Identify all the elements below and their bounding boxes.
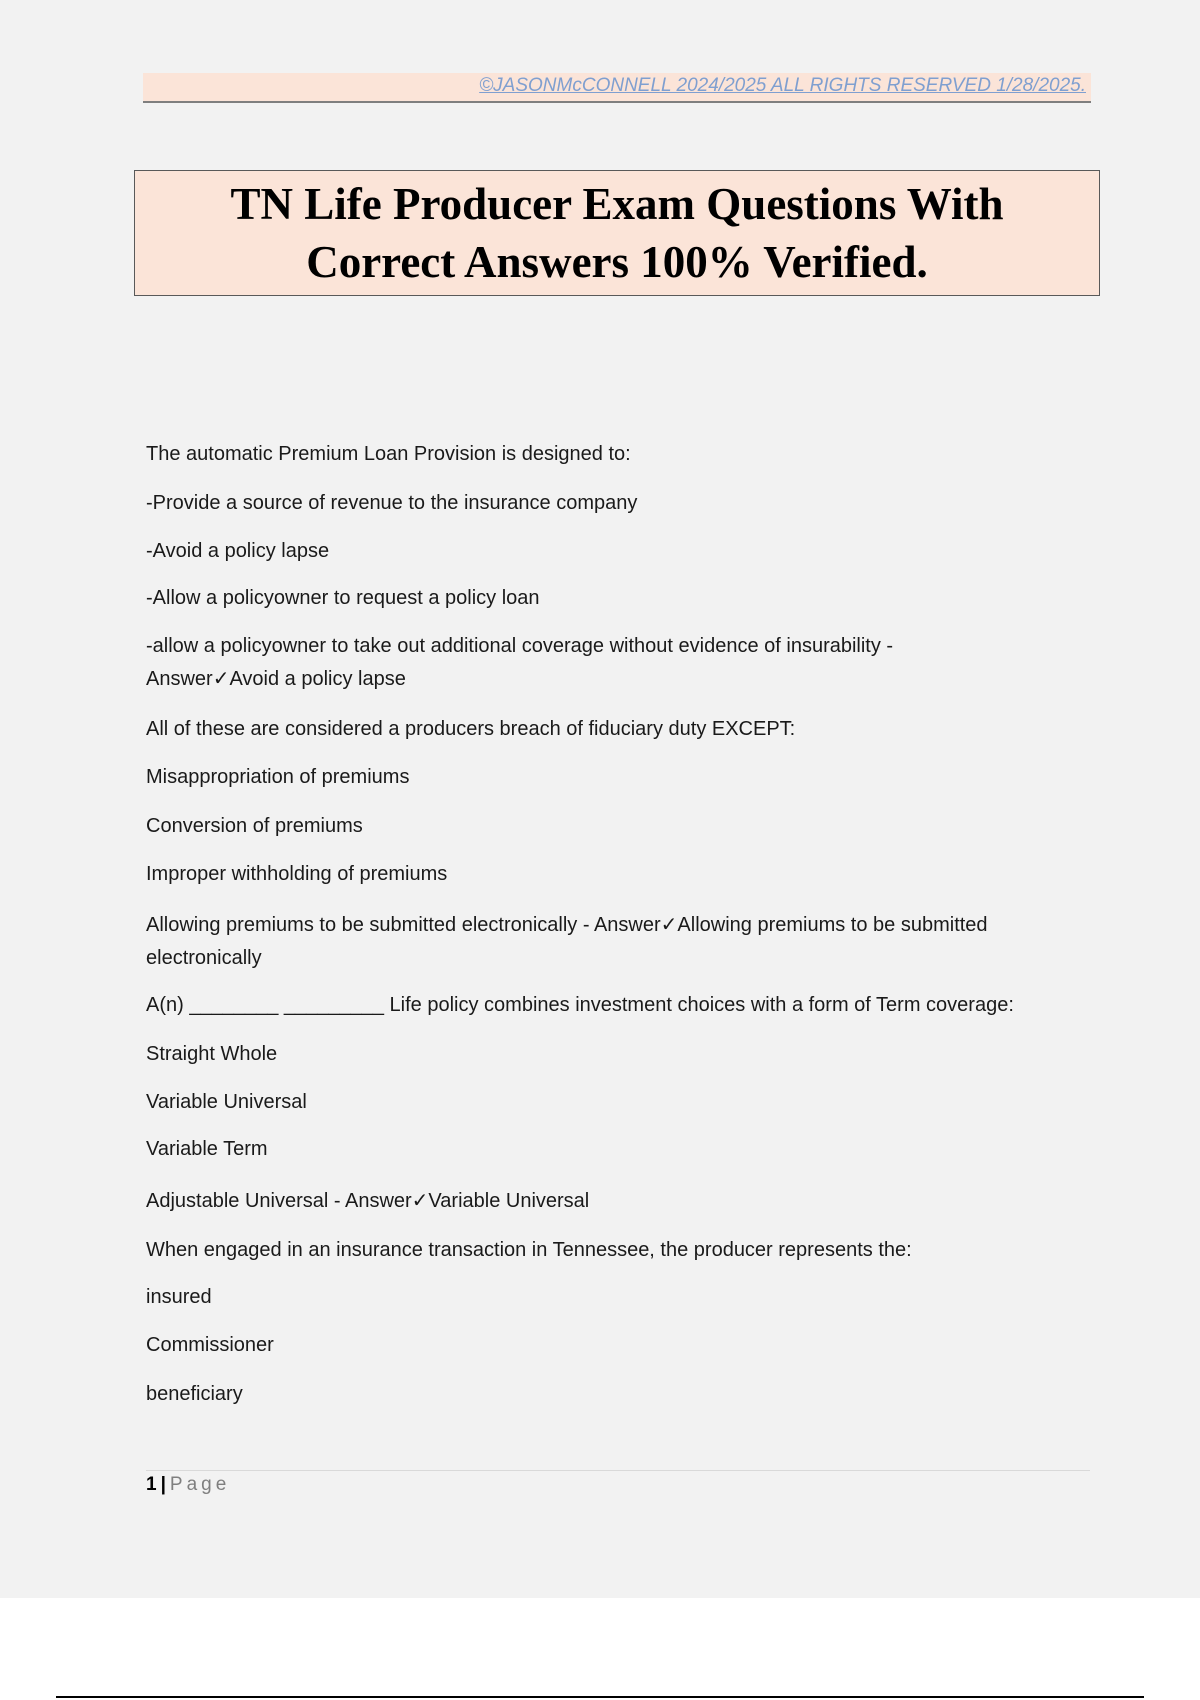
answer-option: Misappropriation of premiums	[146, 766, 410, 788]
answer-option: Commissioner	[146, 1334, 274, 1356]
answer-option-with-answer: Allowing premiums to be submitted electronically - Answer✓Allowing premiums to be submitted electronically	[146, 914, 988, 969]
answer-option: insured	[146, 1286, 212, 1308]
title-line-1: TN Life Producer Exam Questions With	[230, 179, 1004, 229]
answer-option-with-answer: -allow a policyowner to take out additional coverage without evidence of insurability - Answer✓Avoid a policy lapse	[146, 635, 894, 690]
question-text: When engaged in an insurance transaction in Tennessee, the producer represents the:	[146, 1239, 912, 1261]
document-title	[231, 175, 1004, 291]
answer-option: -Provide a source of revenue to the insurance company	[146, 492, 638, 514]
page-footer	[146, 1474, 230, 1496]
page-number: 1	[146, 1474, 157, 1495]
question-text: All of these are considered a producers breach of fiduciary duty EXCEPT:	[146, 718, 796, 740]
title-box	[134, 170, 1100, 296]
answer-option: Straight Whole	[146, 1043, 278, 1065]
answer-option: Variable Universal	[146, 1091, 307, 1113]
title-line-2: Correct Answers 100% Verified.	[306, 237, 928, 287]
answer-option: Conversion of premiums	[146, 815, 363, 837]
answer-option: Variable Term	[146, 1138, 268, 1160]
bottom-divider	[56, 1696, 1144, 1698]
answer-option-with-answer: Adjustable Universal - Answer✓Variable Universal	[146, 1190, 590, 1212]
answer-option: -Avoid a policy lapse	[146, 540, 330, 562]
copyright-notice: ©JASONMcCONNELL 2024/2025 ALL RIGHTS RESERVED 1/28/2025.	[479, 75, 1086, 96]
answer-option: Improper withholding of premiums	[146, 863, 448, 885]
footer-divider	[146, 1470, 1090, 1471]
answer-option: -Allow a policyowner to request a policy loan	[146, 587, 540, 609]
question-text: A(n) ________ _________ Life policy combines investment choices with a form of Term coverage:	[146, 994, 1014, 1016]
page-label: Page	[169, 1474, 231, 1495]
question-text: The automatic Premium Loan Provision is designed to:	[146, 443, 631, 465]
page-separator: |	[160, 1474, 166, 1495]
answer-option: beneficiary	[146, 1383, 243, 1405]
header-band	[143, 73, 1091, 103]
